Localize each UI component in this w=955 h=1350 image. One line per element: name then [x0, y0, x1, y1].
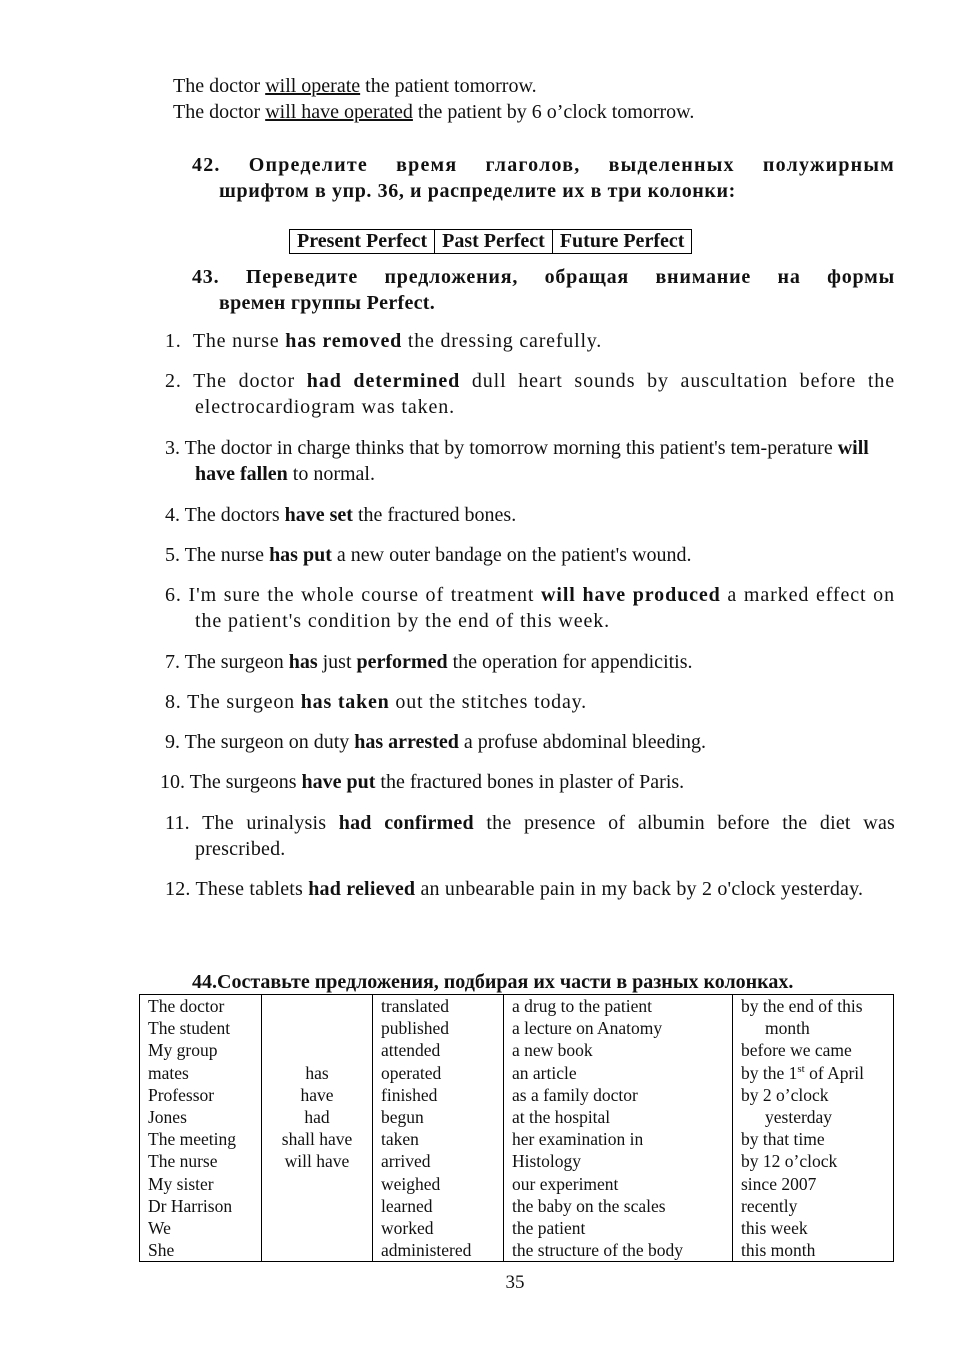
sentence-number: 8.	[165, 691, 182, 713]
auxiliary-cell: has	[305, 1062, 329, 1083]
sentence-item	[165, 582, 895, 634]
sentence-number: 4.	[165, 504, 180, 526]
verb-cell: taken	[381, 1129, 419, 1150]
example-sentence-1: The doctor will operate the patient tomorrow.	[173, 75, 537, 97]
object-cell: a drug to the patient	[512, 996, 652, 1016]
underlined-verb: will operate	[265, 75, 361, 97]
sentence-text: These tablets	[195, 878, 309, 900]
time-phrase: month	[765, 1018, 810, 1039]
subject-cell: mates	[148, 1062, 189, 1083]
auxiliary-cell: had	[304, 1107, 330, 1127]
sentence-text: The nurse	[184, 544, 270, 566]
verb-cell: learned	[381, 1195, 433, 1216]
sentence-number: 2.	[165, 370, 182, 392]
verbs-column	[373, 995, 504, 1262]
time-phrase: by the end of this	[741, 996, 863, 1016]
auxiliary-cell: will have	[284, 1151, 350, 1172]
time-phrase: this month	[741, 1240, 816, 1261]
bold-verb: has taken	[300, 691, 390, 713]
sentence-text: dull heart sounds by auscultation before the electrocardiogram was taken.	[195, 370, 895, 418]
object-cell: the structure of the body	[512, 1240, 684, 1261]
tense-column-present-perfect: Present Perfect	[290, 230, 435, 254]
sentence-text: The surgeon on duty	[184, 731, 355, 753]
sentence-text: The surgeon	[187, 691, 301, 713]
sentence-number: 1.	[165, 330, 182, 352]
sentence-text: the operation for appendicitis.	[447, 651, 693, 673]
subject-cell: My group	[148, 1040, 218, 1061]
time-phrase: this week	[741, 1218, 808, 1239]
time-phrase: by 12 o’clock	[741, 1151, 838, 1172]
bold-verb: performed	[356, 651, 448, 673]
subject-cell: My sister	[148, 1173, 214, 1194]
subjects-column	[140, 995, 262, 1262]
sentence-item	[165, 876, 895, 902]
verb-cell: administered	[381, 1240, 472, 1261]
verb-cell: published	[381, 1018, 450, 1039]
sentence-text: a marked effect on the patient's condition by the end of this week.	[195, 584, 895, 632]
bold-verb: had confirmed	[338, 812, 474, 834]
sentence-item	[165, 542, 895, 568]
object-cell: a new book	[512, 1040, 593, 1061]
auxiliary-cell: have	[300, 1084, 334, 1105]
time-phrase: by 2 o’clock	[741, 1084, 829, 1105]
tense-column-future-perfect: Future Perfect	[552, 230, 692, 254]
sentence-item	[165, 502, 895, 528]
sentence-text: a profuse abdominal bleeding.	[458, 731, 707, 753]
sentence-item	[165, 729, 895, 755]
sentence-text: The surgeon	[184, 651, 289, 673]
sentence-item	[165, 328, 895, 354]
sentence-number: 5.	[165, 544, 180, 566]
verb-cell: weighed	[381, 1173, 441, 1194]
sentence-item	[165, 649, 895, 675]
object-cell: Histology	[512, 1151, 582, 1172]
sentence-parts-table	[139, 994, 894, 1262]
sentence-text: out the stitches today.	[389, 691, 587, 713]
time-column	[733, 995, 894, 1262]
bold-verb: have put	[301, 771, 376, 793]
time-phrase: since 2007	[741, 1173, 817, 1194]
sentence-text: an unbearable pain in my back by 2 o'clock yesterday.	[415, 878, 864, 900]
bold-verb: will have fallen	[195, 437, 869, 485]
tense-column-past-perfect: Past Perfect	[435, 230, 553, 254]
object-cell: the baby on the scales	[512, 1195, 666, 1216]
sentence-text: just	[317, 651, 357, 673]
verb-cell: operated	[381, 1062, 442, 1083]
sentence-text: the fractured bones in plaster of Paris.	[375, 771, 685, 793]
subject-cell: Professor	[148, 1084, 215, 1105]
sentence-text: the fractured bones.	[352, 504, 517, 526]
sentence-text: The surgeons	[189, 771, 302, 793]
sentence-text: the presence of albumin before the diet was prescribed.	[195, 812, 895, 860]
sentence-text: the dressing carefully.	[402, 330, 603, 352]
sentence-text: to normal.	[287, 463, 375, 485]
subject-cell: The meeting	[148, 1129, 236, 1150]
auxiliaries-column	[262, 995, 373, 1262]
sentence-number: 7.	[165, 651, 180, 673]
bold-verb: has put	[269, 544, 332, 566]
bold-verb: have set	[284, 504, 353, 526]
time-phrase: by that time	[741, 1129, 825, 1150]
sentence-item	[160, 769, 890, 795]
page-number: 35	[505, 1272, 525, 1293]
verb-cell: worked	[381, 1218, 434, 1239]
sentence-text: The doctor in charge thinks that by tomorrow morning this patient's tem-perature	[184, 437, 838, 459]
sentence-item	[165, 810, 895, 862]
object-cell: our experiment	[512, 1173, 619, 1194]
subject-cell: The doctor	[148, 996, 225, 1016]
object-cell: a lecture on Anatomy	[512, 1018, 663, 1039]
sentence-text: The nurse	[192, 330, 286, 352]
subject-cell: She	[148, 1240, 175, 1261]
time-phrase: recently	[741, 1195, 798, 1216]
sentence-number: 10.	[160, 771, 185, 793]
exercise-43-heading: 43. Переведите предложения, обращая внимание на формы времен группы Perfect.	[192, 266, 895, 314]
object-cell: as a family doctor	[512, 1084, 638, 1105]
example-sentence-2: The doctor will have operated the patient by 6 o’clock tomorrow.	[173, 101, 695, 123]
bold-verb: has arrested	[354, 731, 459, 753]
subject-cell: Dr Harrison	[148, 1195, 233, 1216]
subject-cell: Jones	[148, 1107, 187, 1128]
sentence-text: I'm sure the whole course of treatment	[188, 584, 542, 606]
verb-cell: begun	[381, 1107, 424, 1128]
exercise-42-heading: 42. Определите время глаголов, выделенных полужирным шрифтом в упр. 36, и распределите их в три колонки:	[192, 154, 895, 202]
time-phrase: by the 1st of April	[741, 1062, 865, 1083]
sentence-text: The urinalysis	[202, 812, 339, 834]
sentence-number: 9.	[165, 731, 180, 753]
underlined-verb: will have operated	[265, 101, 413, 123]
sentence-number: 11.	[165, 812, 190, 834]
object-cell: the patient	[512, 1218, 586, 1239]
sentence-text: a new outer bandage on the patient's wound.	[331, 544, 692, 566]
exercise-44-heading: 44.Составьте предложения, подбирая их части в разных колонках.	[192, 971, 794, 993]
bold-verb: had relieved	[308, 878, 416, 900]
bold-verb: has removed	[285, 330, 403, 352]
tense-columns-table	[289, 229, 692, 254]
verb-cell: arrived	[381, 1151, 431, 1172]
object-cell: an article	[512, 1062, 577, 1083]
sentence-text: The doctor	[193, 370, 307, 392]
sentence-item	[165, 689, 895, 715]
sentence-item	[165, 435, 895, 487]
objects-column	[504, 995, 733, 1262]
object-cell: at the hospital	[512, 1107, 611, 1128]
time-phrase: yesterday	[765, 1107, 833, 1128]
bold-verb: had determined	[306, 370, 461, 392]
bold-verb: has	[288, 651, 318, 673]
subject-cell: We	[148, 1218, 171, 1239]
subject-cell: The nurse	[148, 1151, 218, 1172]
sentence-text: The doctors	[184, 504, 285, 526]
sentence-number: 12.	[165, 878, 191, 900]
verb-cell: finished	[381, 1084, 438, 1105]
object-cell: her examination in	[512, 1129, 644, 1150]
sentence-item	[165, 368, 895, 420]
time-phrase: before we came	[741, 1040, 852, 1061]
bold-verb: will have produced	[541, 584, 721, 606]
sentence-number: 3.	[165, 437, 180, 459]
sentence-number: 6.	[165, 584, 182, 606]
subject-cell: The student	[148, 1018, 231, 1039]
verb-cell: translated	[381, 996, 450, 1016]
auxiliary-cell: shall have	[281, 1129, 353, 1150]
verb-cell: attended	[381, 1040, 441, 1061]
